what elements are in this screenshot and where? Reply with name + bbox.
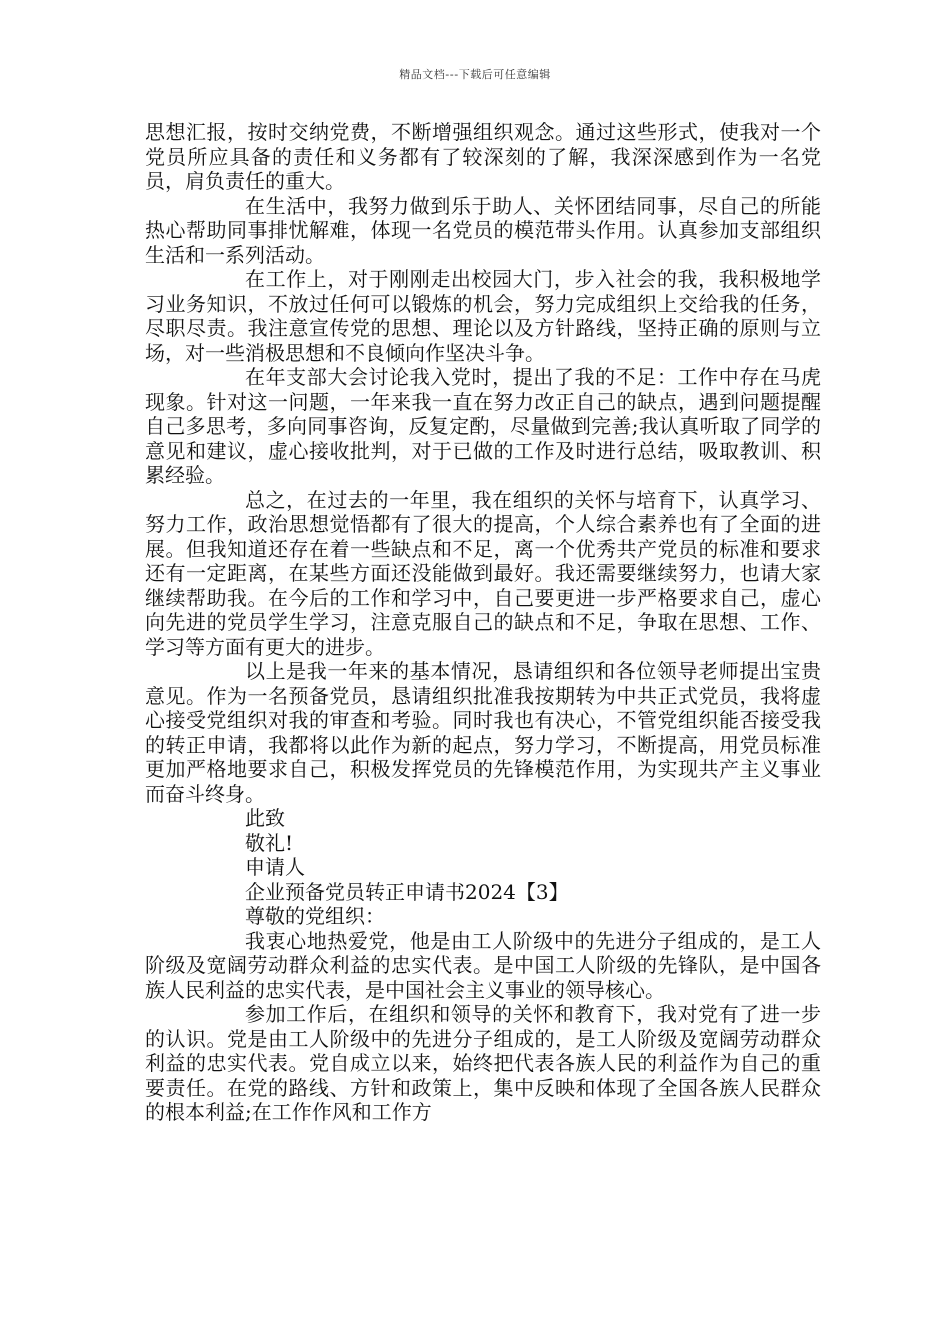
paragraph-7: 我衷心地热爱党，他是由工人阶级中的先进分子组成的，是工人阶级及宽阔劳动群众利益的忠实代表。是中国工人阶级的先锋队，是中国各族人民利益的忠实代表，是中国社会主义事业的领导核心。: [145, 928, 821, 1002]
closing-line-2: 敬礼!: [245, 830, 294, 855]
paragraph-4: 在年支部大会讨论我入党时，提出了我的不足：工作中存在马虎现象。针对这一问题，一年来我一直在努力改正自己的缺点，遇到问题提醒自己多思考，多向同事咨询，反复定酌，尽量做到完善;我认真听取了同学的意见和建议，虚心接收批判，对于已做的工作及时进行总结，吸取教训、积累经验。: [145, 365, 821, 487]
paragraph-6: 以上是我一年来的基本情况，恳请组织和各位领导老师提出宝贵意见。作为一名预备党员，恳请组织批准我按期转为中共正式党员，我将虚心接受党组织对我的审查和考验。同时我也有决心，不管党组织能否接受我的转正申请，我都将以此作为新的起点，努力学习，不断提高，用党员标准更加严格地要求自己，积极发挥党员的先锋模范作用，为实现共产主义事业而奋斗终身。: [145, 659, 821, 806]
paragraph-8: 参加工作后，在组织和领导的关怀和教育下，我对党有了进一步的认识。党是由工人阶级中的先进分子组成的，是工人阶级及宽阔劳动群众利益的忠实代表。党自成立以来，始终把代表各族人民的利益作为自己的重要责任。在党的路线、方针和政策上，集中反映和体现了全国各族人民群众的根本利益;在工作作风和工作方: [145, 1002, 821, 1124]
paragraph-1: 思想汇报，按时交纳党费，不断增强组织观念。通过这些形式，使我对一个党员所应具备的责任和义务都有了较深刻的了解，我深深感到作为一名党员，肩负责任的重大。: [145, 120, 821, 193]
section-title: 企业预备党员转正申请书2024【3】: [245, 879, 569, 904]
document-body: [145, 120, 821, 1125]
paragraph-2: 在生活中，我努力做到乐于助人、关怀团结同事，尽自己的所能热心帮助同事排忧解难，体现一名党员的模范带头作用。认真参加支部组织生活和一系列活动。: [145, 193, 821, 267]
closing-line-3: 申请人: [245, 855, 305, 879]
paragraph-5: 总之，在过去的一年里，我在组织的关怀与培育下，认真学习、努力工作，政治思想觉悟都有了很大的提高，个人综合素养也有了全面的进展。但我知道还存在着一些缺点和不足，离一个优秀共产党员的标准和要求还有一定距离，在某些方面还没能做到最好。我还需要继续努力，也请大家继续帮助我。在今后的工作和学习中，自己要更进一步严格要求自己，虚心向先进的党员学生学习，注意克服自己的缺点和不足，争取在思想、工作、学习等方面有更大的进步。: [145, 487, 821, 659]
page-header: 精品文档---下载后可任意编辑: [399, 68, 551, 81]
salutation: 尊敬的党组织：: [245, 904, 385, 928]
closing-line-1: 此致: [245, 806, 285, 830]
paragraph-3: 在工作上，对于刚刚走出校园大门，步入社会的我，我积极地学习业务知识，不放过任何可以锻炼的机会，努力完成组织上交给我的任务，尽职尽责。我注意宣传党的思想、理论以及方针路线，坚持正确的原则与立场，对一些消极思想和不良倾向作坚决斗争。: [145, 267, 821, 365]
